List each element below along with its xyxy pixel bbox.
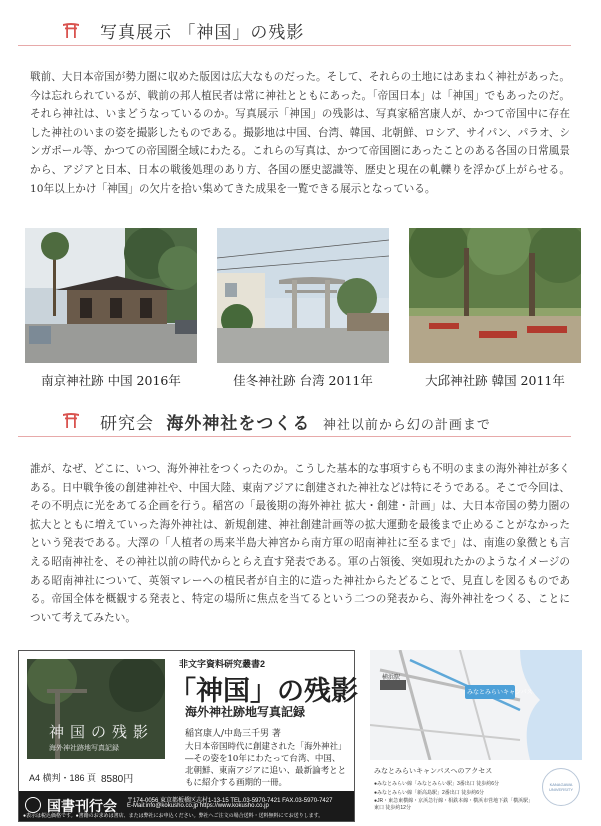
book-format: A4 横判・186 頁 xyxy=(29,773,97,783)
publisher-note: ●表示は税込価格です。●書籍のお求めは書店、または弊社にお申込ください。弊社へご注文の場合送料・送料無料にてお送りします。 xyxy=(23,813,324,819)
section2-title-prefix: 研究会 xyxy=(100,414,154,434)
torii-icon xyxy=(62,412,80,428)
map-campus-label: みなとみらいキャンパス xyxy=(467,690,533,696)
book-advertisement xyxy=(18,650,358,822)
publisher-name: 国書刊行会 xyxy=(47,799,117,815)
section1-paragraph: 戦前、大日本帝国が勢力圏に収めた版図は広大なものだった。そして、それらの土地にはあまねく神社があった。今は忘れられているが、戦前の邦人植民者は常に神社とともにあった。「帝国日本」は「神国」でもあったのだ。それら神社は、いまどうなっているのか。写真展示「神国」の残影は、写真家稲宮康人が、かつて帝国中に存在した神社のいまの姿を撮影したものである。撮影地は中国、台湾、韓国、北朝鮮、ロシア、サイパン、パラオ、シンガポール等、かつての帝国圏全域にわたる。これらの写真は、かつて帝国圏にあったことのある各国の日常風景から、アジアと日本、日本の戦後処理のあり方、各国の歴史認識等、歴史と現在の軋轢りを浮かび上がらせる。10年以上かけ「神国」の欠片を拾い集めてきた成果を一覧できる展示となっている。 xyxy=(30,71,570,195)
photo-nanjing-shrine xyxy=(25,228,197,363)
section2-paragraph: 誰が、なぜ、どこに、いつ、海外神社をつくったのか。こうした基本的な事項すらも不明のままの海外神社が多くある。日中戦争後の創建神社や、中国大陸、東南アジアに創建された神社などは特にそうである。そこで今回は、その不明点に光をあてる企画を行う。稲宮の「最後期の海外神社 拡大・創建・計画」は、大日本帝国の勢力圏の拡大とともに増えていった海外神社は、新規創建、神社創建計画等の拡大運動を最後まで止めることがなかったという発表である。大澤の「人植者の馬来半島大神宮から南方軍の昭南神社に至るまで」は、南進の象徴とも言える昭南神社を、その神社以前の時代からとらえ直す発表である。軍の占領後、突如現れたかのようなイメージのある昭南神社について、英領マレーへの植民者が自主的に造った神社からたどることで、見直しを図るものである。帝国全体を概観する発表と、特定の場所に焦点を当てるという二つの発表から、海外神社をつくる、ことについて考えてみたい。 xyxy=(30,463,571,624)
map-access-line: ●みなとみらい線「みなとみらい駅」3番出口 徒歩約6分 xyxy=(374,781,499,787)
photo-caption: 南京神社跡 中国 2016年 xyxy=(41,373,181,388)
photo-daegu-shrine xyxy=(409,228,581,363)
book-price: 8580円 xyxy=(101,774,134,785)
photo-caption: 佳冬神社跡 台湾 2011年 xyxy=(233,373,373,388)
torii-icon xyxy=(62,22,80,38)
book-cover xyxy=(27,659,165,759)
book-authors: 稲宮康人/中島三千男 著 xyxy=(185,729,281,739)
publisher-contact: E-Mail:info@kokusho.co.jp https://www.kokusho.co.jp xyxy=(127,803,269,809)
book-subtitle: 海外神社跡地写真記録 xyxy=(185,705,306,719)
campus-map xyxy=(370,650,582,820)
section2-title-main: 海外神社をつくる xyxy=(166,414,311,434)
photo-caption: 大邱神社跡 韓国 2011年 xyxy=(425,373,565,388)
map-access-title: みなとみらいキャンパスへのアクセス xyxy=(374,768,493,775)
publisher-bar xyxy=(19,791,354,821)
section2-divider xyxy=(18,436,571,437)
section1-title: 写真展示 「神国」の残影 xyxy=(100,23,305,43)
book-series: 非文字資料研究叢書2 xyxy=(179,659,266,669)
book-cover-title: 神国の残影 xyxy=(49,723,155,741)
section2-title xyxy=(100,409,491,434)
book-description: 大日本帝国時代に創建された「海外神社」―その姿を10年にわたって台湾、中国、北朝鮮、東南アジアに追い、最新論考とともに紹介する画期的一冊。 xyxy=(185,742,347,788)
book-cover-subtitle: 海外神社跡地写真記録 xyxy=(49,744,119,752)
publisher-logo-icon xyxy=(25,797,41,813)
map-station-label: 横浜駅 xyxy=(382,675,401,681)
university-badge-text: KANAGAWA UNIVERSITY xyxy=(548,782,573,792)
map-access-line: ●みなとみらい線「新高島駅」2番出口 徒歩約6分 xyxy=(374,790,484,796)
university-badge xyxy=(542,768,580,806)
section2-title-sub: 神社以前から幻の計画まで xyxy=(322,418,491,433)
publisher-address: 〒174-0056 東京都板橋区志村1-13-15 TEL.03-5970-7421 FAX.03-5970-7427 xyxy=(127,798,333,804)
map-access-line: ●JR・東急東横線・京浜急行線・相鉄本線・横浜市営地下鉄「横浜駅」東口 徒歩約12分 xyxy=(374,798,534,811)
section1-divider xyxy=(18,45,571,46)
photo-jiadong-shrine xyxy=(217,228,389,363)
book-title: 「神国」の残影 xyxy=(169,676,358,707)
